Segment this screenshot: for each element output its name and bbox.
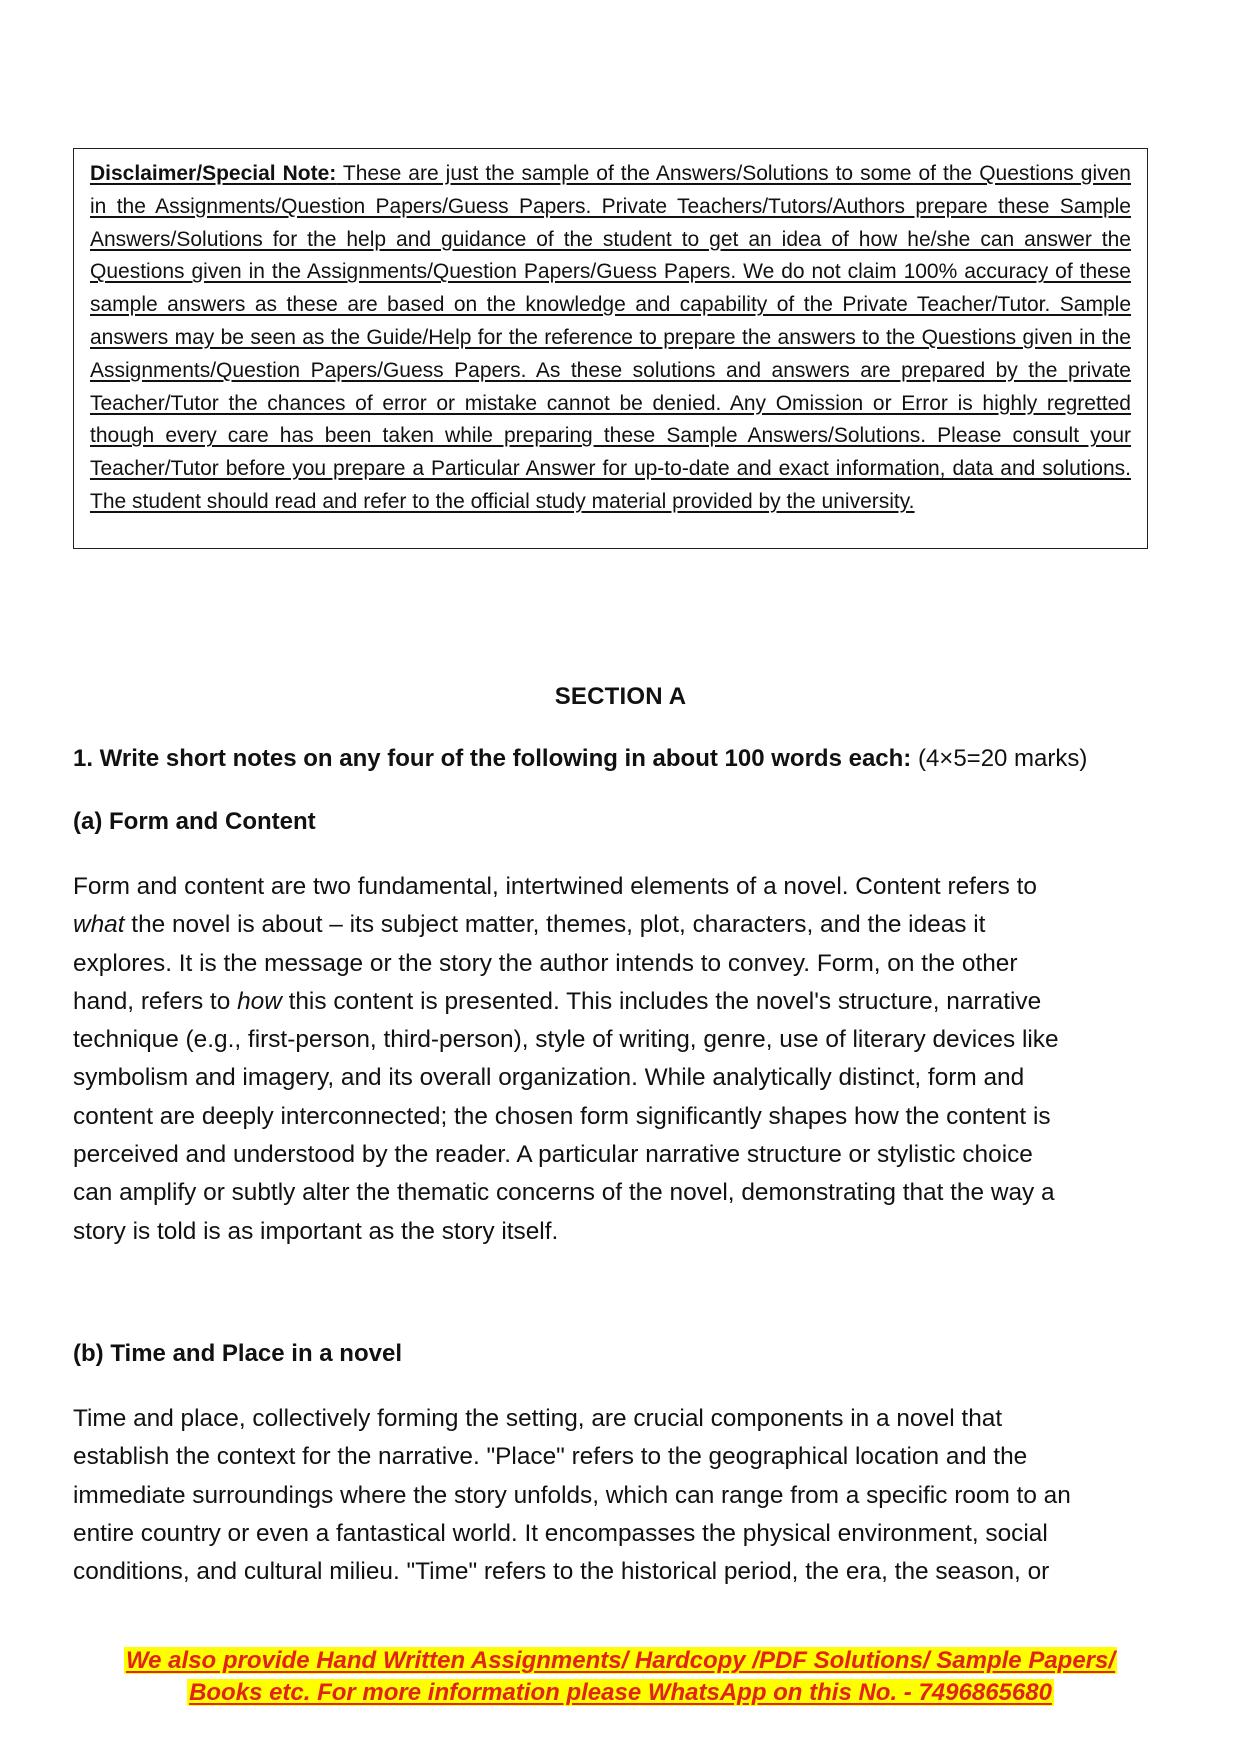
disclaimer-lead: Disclaimer/Special Note: xyxy=(90,162,337,185)
paragraph-line: Form and content are two fundamental, intertwined elements of a novel. Content refers to xyxy=(73,873,1037,900)
paragraph-line: explores. It is the message or the story the author intends to convey. Form, on the other xyxy=(73,949,1018,977)
paragraph-line: immediate surroundings where the story unfolds, which can range from a specific room to an xyxy=(73,1481,1071,1509)
question-prompt: 1. Write short notes on any four of the following in about 100 words each: xyxy=(73,745,912,772)
paragraph-line: Time and place, collectively forming the setting, are crucial components in a novel that xyxy=(73,1405,1003,1432)
paragraph-line: establish the context for the narrative. "Place" refers to the geographical location and the xyxy=(73,1443,1028,1471)
part-b-paragraph xyxy=(73,1400,1168,1591)
part-a-heading: (a) Form and Content xyxy=(73,808,316,835)
paragraph-line: conditions, and cultural milieu. "Time" refers to the historical period, the era, the season, or xyxy=(73,1558,1050,1586)
paragraph-line: what the novel is about – its subject matter, themes, plot, characters, and the ideas it xyxy=(73,911,986,939)
part-b-heading: (b) Time and Place in a novel xyxy=(73,1340,402,1367)
paragraph-line: entire country or even a fantastical world. It encompasses the physical environment, social xyxy=(73,1519,1048,1547)
question-marks: (4×5=20 marks) xyxy=(917,745,1088,772)
disclaimer-box xyxy=(73,148,1148,549)
paragraph-line: story is told is as important as the story itself. xyxy=(73,1217,559,1245)
promo-line-2: Books etc. For more information please WhatsApp on this No. - 7496865680 xyxy=(189,1679,1052,1706)
paragraph-line: can amplify or subtly alter the thematic concerns of the novel, demonstrating that the way a xyxy=(73,1179,1055,1207)
paragraph-line: symbolism and imagery, and its overall organization. While analytically distinct, form and xyxy=(73,1064,1025,1092)
disclaimer-text xyxy=(90,158,1131,519)
question-1 xyxy=(73,745,1173,773)
paragraph-line: content are deeply interconnected; the chosen form significantly shapes how the content is xyxy=(73,1102,1051,1130)
paragraph-line: hand, refers to how this content is presented. This includes the novel's structure, narrative xyxy=(73,987,1042,1015)
section-title: SECTION A xyxy=(554,683,687,710)
promo-footer xyxy=(0,1645,1241,1709)
italic-word: how xyxy=(237,987,282,1015)
part-a-paragraph xyxy=(73,868,1168,1251)
promo-line-1: We also provide Hand Written Assignments/ Hardcopy /PDF Solutions/ Sample Papers/ xyxy=(125,1647,1116,1674)
disclaimer-body: These are just the sample of the Answers/Solutions to some of the Questions given in the Assignments/Question Papers/Guess Papers. Private Teachers/Tutors/Authors prepare these Sample Answers/Solutions for the help and guidance of the student to get an idea of how he/she can answer the Questions given in the Assignments/Question Papers/Guess Papers. We do not claim 100% accuracy of these sample answers as these are based on the knowledge and capability of the Private Teacher/Tutor. Sample answers may be seen as the Guide/Help for the reference to prepare the answers to the Questions given in the Assignments/Question Papers/Guess Papers. As these solutions and answers are prepared by the private Teacher/Tutor the chances of error or mistake cannot be denied. Any Omission or Error is highly regretted though every care has been taken while preparing these Sample Answers/Solutions. Please consult your Teacher/Tutor before you prepare a Particular Answer for up-to-date and exact information, data and solutions. The student should read and refer to the official study material provided by the university. xyxy=(90,162,1131,513)
paragraph-line: perceived and understood by the reader. A particular narrative structure or stylistic choice xyxy=(73,1141,1033,1169)
italic-word: what xyxy=(73,911,125,939)
paragraph-line: technique (e.g., first-person, third-person), style of writing, genre, use of literary devices like xyxy=(73,1026,1059,1054)
